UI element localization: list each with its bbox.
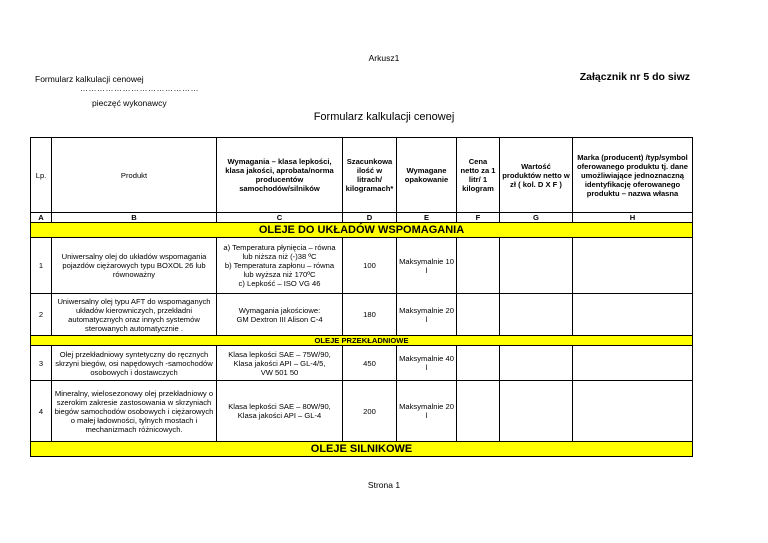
table-row (31, 294, 693, 336)
col-letter: B (52, 213, 217, 223)
header-lp: Lp. (31, 138, 52, 213)
row-requirements (217, 346, 343, 381)
row-product: Mineralny, wielosezonowy olej przekładniowy o szerokim zakresie zastosowania w skrzyniach biegów samochodów osobowych i ciężarowych o małej ładowności, tylnych mostach i mechanizmach różnicowych. (52, 381, 217, 442)
table-row (31, 381, 693, 442)
req-line: Klasa jakości API – GL-4/5, (233, 358, 326, 368)
row-brand-cell[interactable] (573, 346, 693, 381)
price-calculation-table (30, 137, 693, 457)
section-row (31, 336, 693, 346)
sheet-name: Arkusz1 (368, 53, 400, 63)
section-row (31, 442, 693, 457)
row-packaging: Maksymalnie 10 l (397, 238, 457, 294)
row-requirements (217, 294, 343, 336)
col-letter: H (573, 213, 693, 223)
row-lp: 3 (31, 346, 52, 381)
col-letter: C (217, 213, 343, 223)
section-title: OLEJE PRZEKŁADNIOWE (31, 336, 693, 346)
form-label: Formularz kalkulacji cenowej (35, 74, 144, 84)
row-brand-cell[interactable] (573, 238, 693, 294)
section-row (31, 223, 693, 238)
header-net-value: Wartość produktów netto w zł ( kol. D X F ) (500, 138, 573, 213)
row-lp: 2 (31, 294, 52, 336)
form-title: Formularz kalkulacji cenowej (313, 111, 455, 123)
header-net-price: Cena netto za 1 litr/ 1 kilogram (457, 138, 500, 213)
header-brand: Marka (producent) /typ/symbol oferowanego produktu tj. dane umożliwiające jednoznaczną identyfikację oferowanego produktu – nazwa własna (573, 138, 693, 213)
row-net-value-cell[interactable] (500, 381, 573, 442)
stamp-dotted-line: …………………………………… (80, 84, 199, 93)
row-brand-cell[interactable] (573, 381, 693, 442)
req-line: b) Temperatura zapłonu – równa (224, 261, 335, 270)
col-letter: E (397, 213, 457, 223)
table-header-row (31, 138, 693, 213)
row-quantity: 180 (343, 294, 397, 336)
row-net-value-cell[interactable] (500, 294, 573, 336)
row-net-value-cell[interactable] (500, 238, 573, 294)
row-brand-cell[interactable] (573, 294, 693, 336)
col-letter: G (500, 213, 573, 223)
req-line: Klasa jakości API – GL-4 (237, 411, 322, 420)
row-quantity: 200 (343, 381, 397, 442)
column-letters-row (31, 213, 693, 223)
row-quantity: 450 (343, 346, 397, 381)
row-requirements (217, 381, 343, 442)
header-quantity: Szacunkowa ilość w litrach/ kilogramach* (343, 138, 397, 213)
row-net-price-cell[interactable] (457, 346, 500, 381)
req-line: a) Temperatura płynięcia – równa (223, 243, 336, 252)
col-letter: F (457, 213, 500, 223)
header-packaging: Wymagane opakowanie (397, 138, 457, 213)
row-packaging: Maksymalnie 20 l (397, 294, 457, 336)
req-line: c) Lepkość – ISO VG 46 (238, 279, 321, 288)
row-packaging: Maksymalnie 20 l (397, 381, 457, 442)
req-line: lub wyższa niż 170ºC (243, 270, 316, 279)
row-product: Uniwersalny olej typu AFT do wspomaganych układów kierowniczych, przekładni automatycznych oraz innych systemów sterowanych automatycznie . (52, 294, 217, 336)
stamp-label: pieczęć wykonawcy (92, 98, 167, 108)
req-line: Klasa lepkości SAE – 75W/90, (228, 349, 331, 359)
row-requirements (217, 238, 343, 294)
req-line: lub niższa niż (-)38 ºC (242, 252, 317, 261)
row-net-price-cell[interactable] (457, 294, 500, 336)
col-letter: D (343, 213, 397, 223)
section-title: OLEJE DO UKŁADÓW WSPOMAGANIA (31, 223, 693, 238)
req-line: Klasa lepkości SAE – 80W/90, (228, 402, 331, 411)
header-product: Produkt (52, 138, 217, 213)
row-net-price-cell[interactable] (457, 238, 500, 294)
table-row (31, 346, 693, 381)
section-title: OLEJE SILNIKOWE (31, 442, 693, 457)
row-lp: 1 (31, 238, 52, 294)
row-packaging: Maksymalnie 40 l (397, 346, 457, 381)
row-quantity: 100 (343, 238, 397, 294)
req-line: Wymagania jakościowe: (238, 305, 321, 315)
col-letter: A (31, 213, 52, 223)
row-lp: 4 (31, 381, 52, 442)
req-line: VW 501 50 (260, 367, 299, 377)
page-footer: Strona 1 (367, 480, 401, 490)
row-net-value-cell[interactable] (500, 346, 573, 381)
annex-label: Załącznik nr 5 do siwz (579, 71, 690, 83)
row-product: Olej przekładniowy syntetyczny do ręcznych skrzyni biegów, osi napędowych -samochodów osobowych i dostawczych (52, 346, 217, 381)
table-row (31, 238, 693, 294)
header-requirements: Wymagania – klasa lepkości, klasa jakości, aprobata/norma producentów samochodów/silników (217, 138, 343, 213)
req-line: GM Dextron III Alison C-4 (236, 314, 323, 324)
row-net-price-cell[interactable] (457, 381, 500, 442)
row-product: Uniwersalny olej do układów wspomagania pojazdów ciężarowych typu BOXOL 26 lub równoważny (52, 238, 217, 294)
